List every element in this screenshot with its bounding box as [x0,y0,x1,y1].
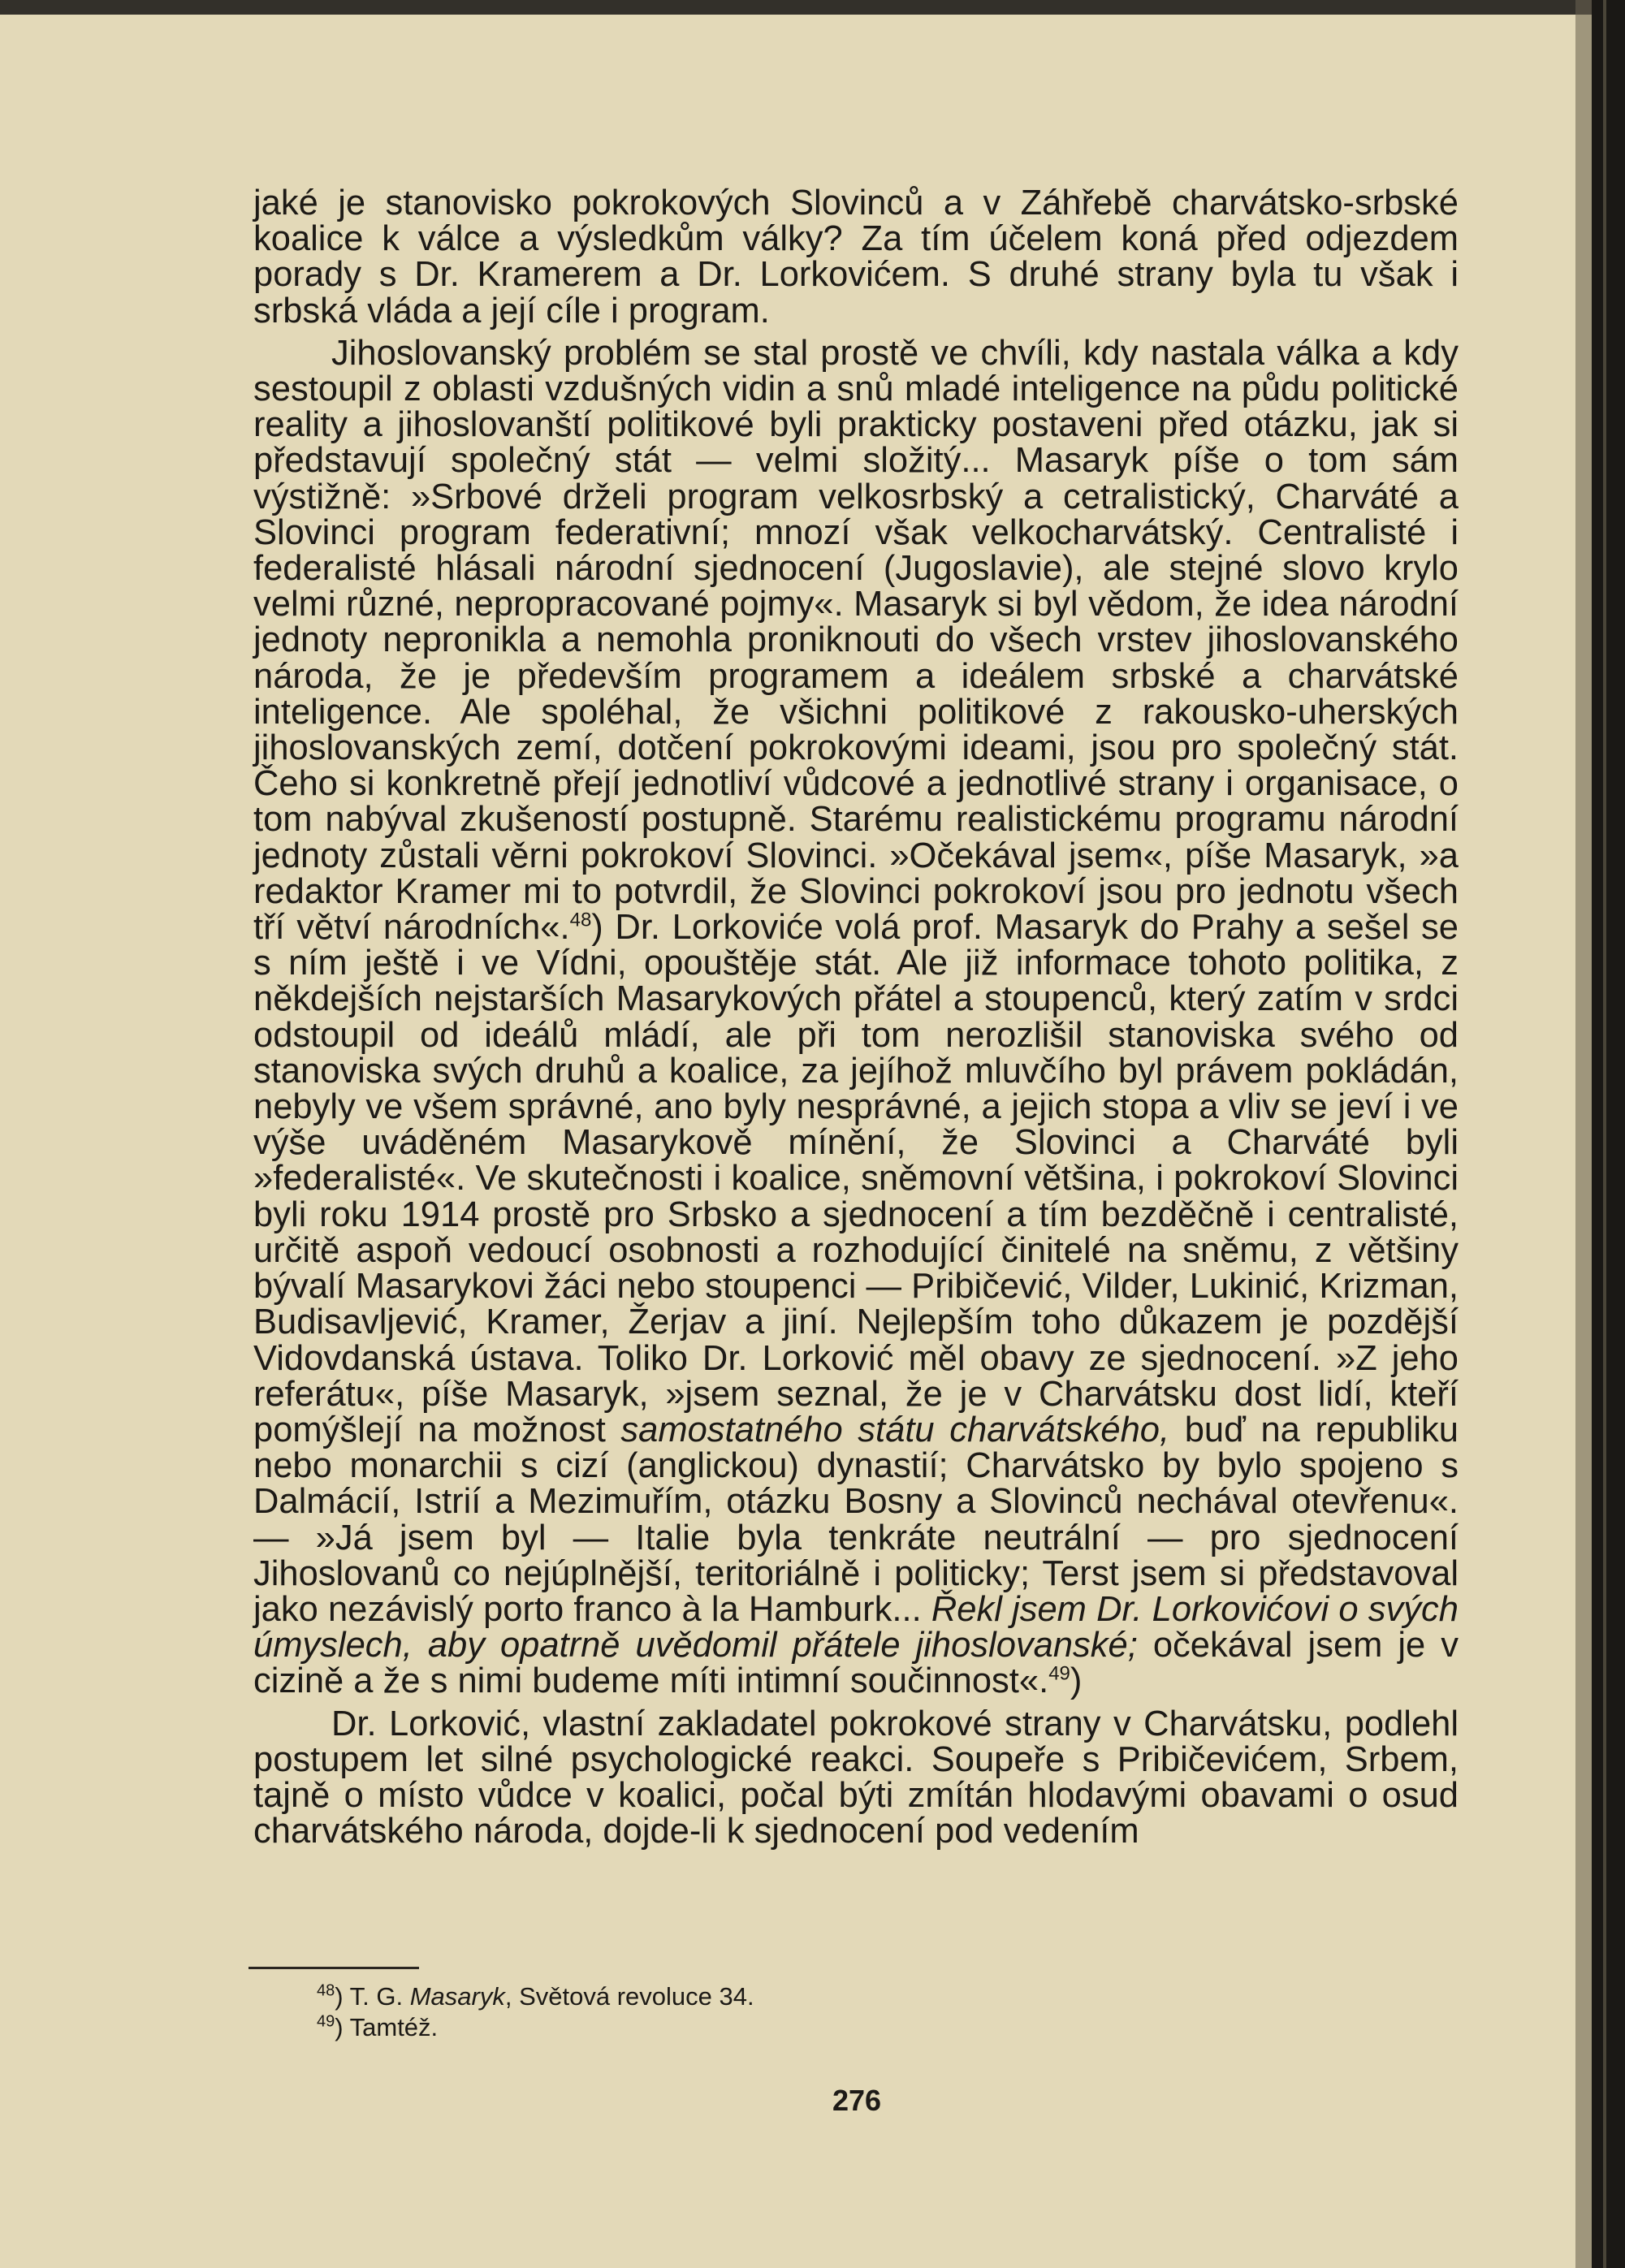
paragraph-1: jaké je stanovisko pokrokových Slovinců a v Záhřebě charvátsko-srbské koalice k válce a výsledkům války? Za tím účelem koná před odjezdem porady s Dr. Kramerem a Dr. Lorkovićem. S druhé strany byla tu však i srbská vláda a její cíle i program. [253,184,1459,330]
paragraph-2-part-c: buď na republiku nebo monarchii s cizí (anglickou) dynastií; Charvátsko by bylo spojeno s Dalmácií, Istrií a Mezimuřím, otázku Bosny a Slovinců nechával otevřenu«. — »Já jsem byl — Italie byla tenkráte neutrální — pro sjednocení Jihoslovanů co nejúplnější, teritoriálně i politicky; Terst jsem si představoval jako nezávislý porto franco à la Hamburk... [253,1410,1459,1629]
page-number: 276 [832,2084,882,2117]
footnote-marker: 49 [317,2012,335,2031]
body-text [253,185,1459,1849]
scan-border-top [0,0,1592,15]
paragraph-2-italic-1: samostatného státu charvátského, [620,1410,1170,1449]
footnote-marker: 48 [317,1981,335,2000]
paragraph-2-part-a: Jihoslovanský problém se stal prostě ve chvíli, kdy nastala válka a kdy sestoupil z oblasti vzdušných vidin a snů mladé inteligence na půdu politické reality a jihoslovanští politikové byli prakticky postaveni před otázku, jak si představují společný stát — velmi složitý... Masaryk píše o tom sám výstižně: »Srbové drželi program velkosrbský a cetralistický, Charváté a Slovinci program federativní; mnozí však velkocharvátský. Centralisté i federalisté hlásali národní sjednocení (Jugoslavie), ale stejné slovo krylo velmi různé, nepropracované pojmy«. Masaryk si byl vědom, že idea národní jednoty nepronikla a nemohla proniknouti do všech vrstev jihoslovanského národa, že je především programem a ideálem srbské a charvátské inteligence. Ale spoléhal, že všichni politikové z rakousko-uherských jihoslovanských zemí, dotčení pokrokovými ideami, jsou pro společný stát. Čeho si konkretně přejí jednotliví vůdcové a jednotlivé strany i organisace, o tom nabýval zkušeností postupně. Starému realistickému programu národní jednoty zůstali věrni pokrokoví Slovinci. »Očekával jsem«, píše Masaryk, »a redaktor Kramer mi to potvrdil, že Slovinci pokrokoví jsou pro jednotu všech tří větví národních«. [253,333,1459,948]
page-edge [1603,0,1606,2268]
footnote-rule [249,1967,419,1969]
footnote-text: ) Tamtéž. [335,2013,439,2041]
page-gutter-shadow [1575,0,1592,2268]
footnote-text: , Světová revoluce 34. [504,1982,754,2011]
footnote-48 [317,1981,754,2012]
paragraph-2-part-b: ) Dr. Lorkoviće volá prof. Masaryk do Prahy a sešel se s ním ještě i ve Vídni, opouštěje stát. Ale již informace tohoto politika, z někdejších nejstarších Masarykových přátel a stoupenců, který zatím v srdci odstoupil od ideálů mládí, ale při tom nerozlišil stanoviska svého od stanoviska svých druhů a koalice, za jejíhož mluvčího byl právem pokládán, nebyly ve všem správné, ano byly nesprávné, a jejich stopa a vliv se jeví i ve výše uváděném Masarykově mínění, že Slovinci a Charváté byli »federalisté«. Ve skutečnosti i koalice, sněmovní většina, i pokrokoví Slovinci byli roku 1914 prostě pro Srbsko a sjednocení a tím bezděčně i centralisté, určitě aspoň vedoucí osobnosti a rozhodující činitelé na sněmu, z většiny bývalí Masarykovi žáci nebo stoupenci — Pribičević, Vilder, Lukinić, Krizman, Budisavljević, Kramer, Žerjav a jiní. Nejlepším toho důkazem je pozdější Vidovdanská ústava. Toliko Dr. Lorković měl obavy ze sjednocení. »Z jeho referátu«, píše Masaryk, »jsem seznal, že je v Charvátsku dost lidí, kteří pomýšlejí na možnost [253,908,1459,1449]
paragraph-2 [253,335,1459,1700]
paragraph-2-part-e: ) [1070,1661,1083,1701]
footnote-ref-49: 49 [1048,1662,1070,1685]
paragraph-2-part-d: očekával jsem je v cizině a že s nimi budeme míti intimní součinnost«. [253,1626,1459,1701]
paragraph-2-italic-2: Řekl jsem Dr. Lorkovićovi o svých úmyslech, aby opatrně uvědomil přátele jihoslovanské; [253,1589,1459,1665]
footnote-49 [317,2012,754,2043]
footnote-text: ) T. G. [335,1982,410,2011]
footnotes [317,1981,754,2043]
footnote-author: Masaryk [409,1982,505,2011]
footnote-ref-48: 48 [569,909,592,931]
scan-border-right [1592,0,1625,2268]
paragraph-3: Dr. Lorković, vlastní zakladatel pokrokové strany v Charvátsku, podlehl postupem let silné psychologické reakci. Soupeře s Pribičevićem, Srbem, tajně o místo vůdce v koalici, počal býti zmítán hlodavými obavami o osud charvátského národa, dojde-li k sjednocení pod vedením [253,1704,1459,1851]
